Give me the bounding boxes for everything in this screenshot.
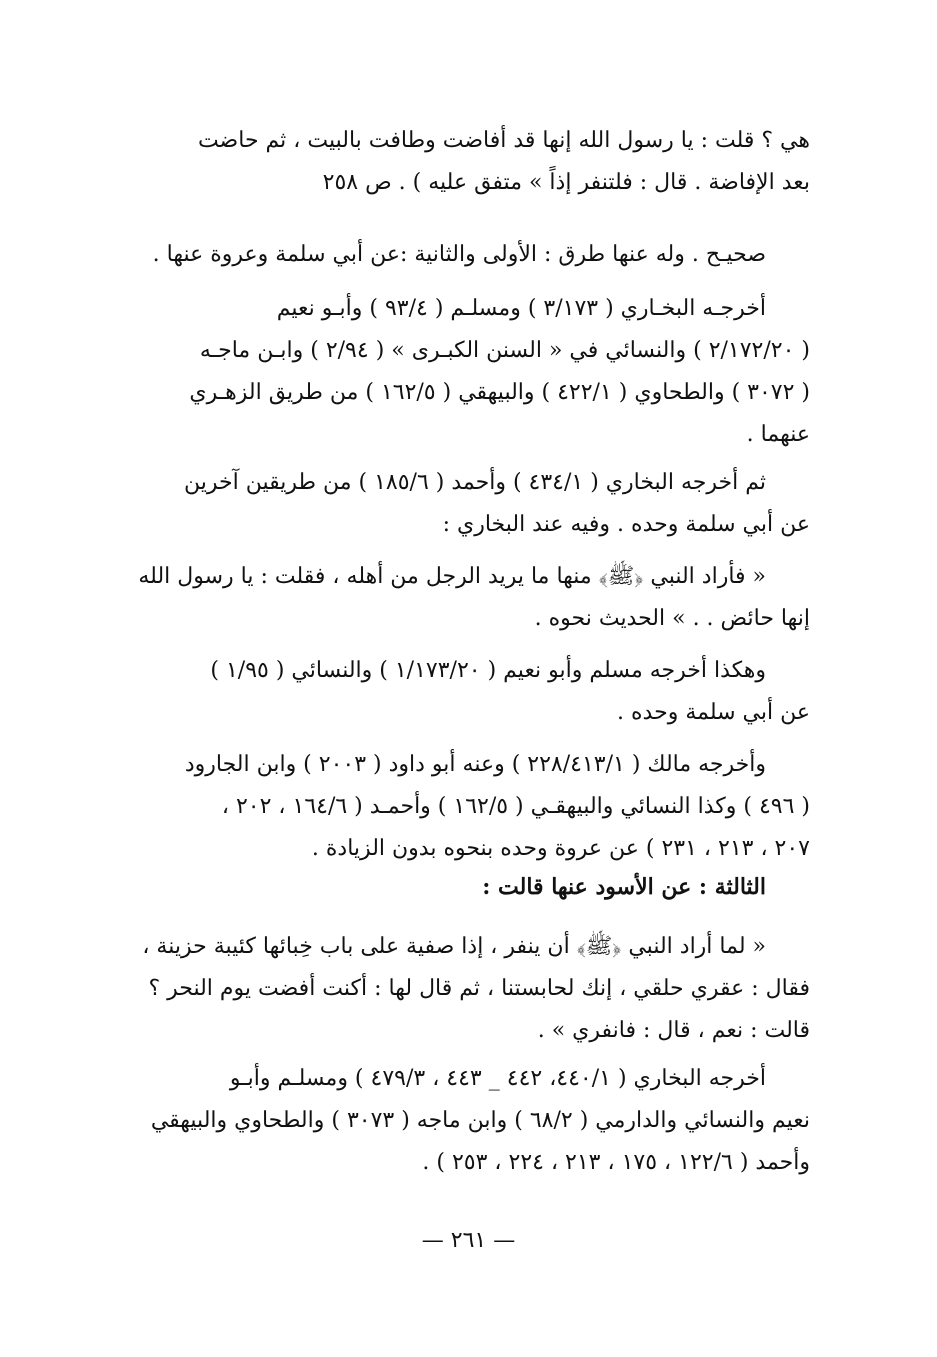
page-number: — ٢٦١ — xyxy=(421,1228,516,1253)
text-line: ثم أخرجه البخاري ( ٤٣٤/١ ) وأحمد ( ١٨٥/٦ ) من طريقين آخرين xyxy=(184,470,766,495)
sahih-paragraph xyxy=(130,234,810,276)
text-line: ( ٣٠٧٢ ) والطحاوي ( ٤٢٢/١ ) والبيهقي ( ١٦٢/٥ ) من طريق الزهـري xyxy=(189,380,810,405)
text-line: قالت : نعم ، قال : فانفري » . xyxy=(537,1018,810,1043)
hadith-quote-1 xyxy=(130,556,810,640)
text-line: فقال : عقري حلقي ، إنك لحابستنا ، ثم قال لها : أكنت أفضت يوم النحر ؟ xyxy=(148,976,810,1001)
text-line: عن أبي سلمة وحده . xyxy=(617,700,810,725)
text-line: عن أبي سلمة وحده . وفيه عند البخاري : xyxy=(442,512,810,537)
text-line: هي ؟ قلت : يا رسول الله إنها قد أفاضت وطافت بالبيت ، ثم حاضت xyxy=(197,128,810,153)
text-line: « فأراد النبي ﴿ﷺ﴾ منها ما يريد الرجل من أهله ، فقلت : يا رسول الله xyxy=(138,564,766,589)
text-line: وهكذا أخرجه مسلم وأبو نعيم ( ١/١٧٣/٢٠ ) والنسائي ( ١/٩٥ ) xyxy=(210,658,766,683)
text-line: أخرجـه البخـاري ( ٣/١٧٣ ) ومسلـم ( ٩٣/٤ ) وأبـو نعيم xyxy=(276,296,766,321)
text-line: وأخرجه مالك ( ٢٢٨/٤١٣/١ ) وعنه أبو داود ( ٢٠٠٣ ) وابن الجارود xyxy=(184,752,766,777)
section-heading-third xyxy=(130,866,810,908)
intro-paragraph xyxy=(130,120,810,204)
text-line: صحيـح . وله عنها طرق : الأولى والثانية :عن أبي سلمة وعروة عنها . xyxy=(152,242,766,267)
hakadha-paragraph xyxy=(130,650,810,734)
text-line: إنها حائض . . » الحديث نحوه . xyxy=(534,606,810,631)
text-line: بعد الإفاضة . قال : فلتنفر إذاً » متفق عليه ) . ص ٢٥٨ xyxy=(322,170,810,195)
hadith-quote-2 xyxy=(130,926,810,1052)
text-line: ( ٤٩٦ ) وكذا النسائي والبيهقـي ( ١٦٢/٥ ) وأحمـد ( ١٦٤/٦ ، ٢٠٢ ، xyxy=(221,794,810,819)
text-line: نعيم والنسائي والدارمي ( ٦٨/٢ ) وابن ماجه ( ٣٠٧٣ ) والطحاوي والبيهقي xyxy=(150,1108,810,1133)
takhrij-paragraph-1 xyxy=(130,288,810,456)
text-line: « لما أراد النبي ﴿ﷺ﴾ أن ينفر ، إذا صفية على باب خِبائها كئيبة حزينة ، xyxy=(142,934,766,959)
text-line: ٢٠٧ ، ٢١٣ ، ٢٣١ ) عن عروة وحده بنحوه بدون الزيادة . xyxy=(311,836,810,861)
text-line: الثالثة : عن الأسود عنها قالت : xyxy=(482,874,766,900)
text-line: عنهما . xyxy=(746,422,810,447)
malik-paragraph xyxy=(130,744,810,870)
text-line: ( ٢/١٧٢/٢٠ ) والنسائي في « السنن الكبـرى » ( ٢/٩٤ ) وابـن ماجـه xyxy=(199,338,810,363)
text-line: أخرجه البخاري ( ٤٤٠/١، ٤٤٢ _ ٤٤٣ ، ٤٧٩/٣ ) ومسلـم وأبـو xyxy=(229,1066,766,1091)
text-line: وأحمد ( ١٢٢/٦ ، ١٧٥ ، ٢١٣ ، ٢٢٤ ، ٢٥٣ ) . xyxy=(422,1150,810,1175)
takhrij-paragraph-2 xyxy=(130,462,810,546)
takhrij-paragraph-3 xyxy=(130,1058,810,1184)
